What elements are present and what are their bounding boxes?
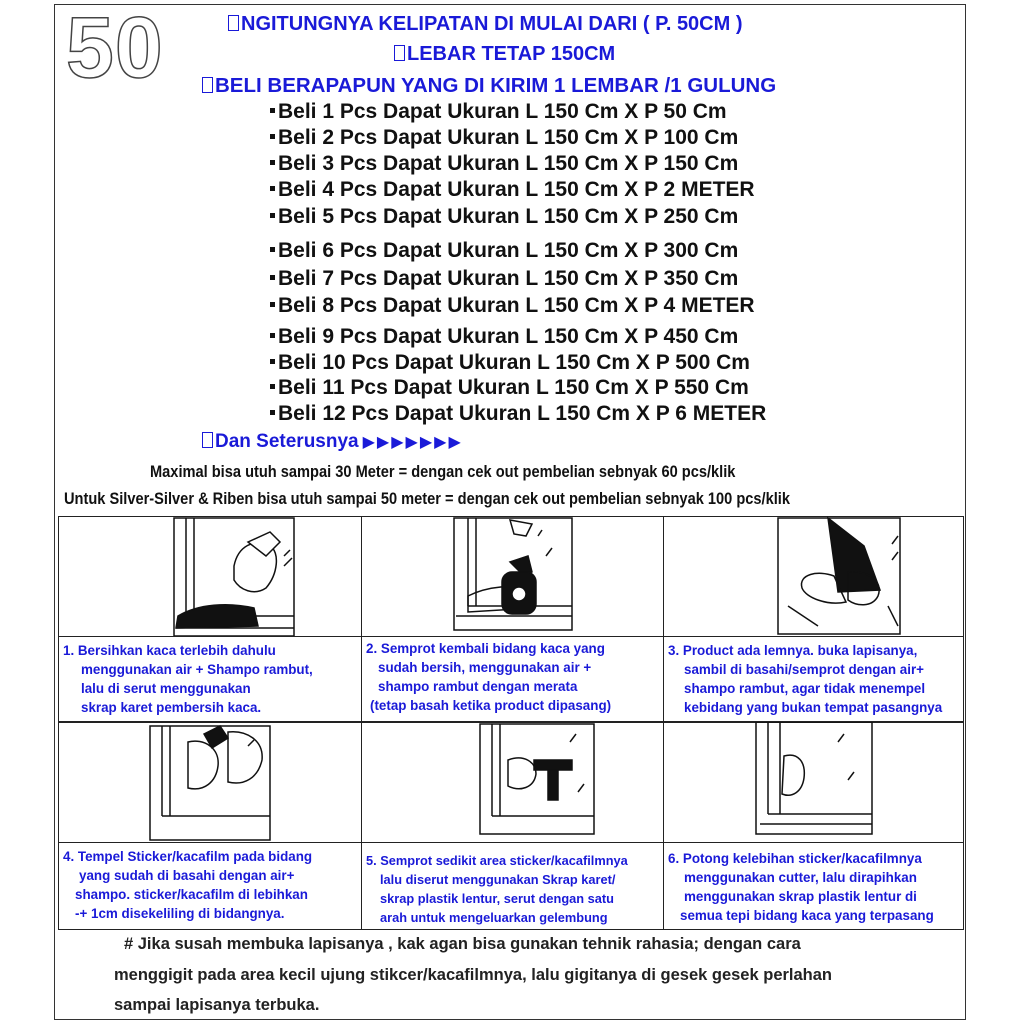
step-3-caption bbox=[663, 636, 964, 722]
list-item: Beli 2 Pcs Dapat Ukuran L 150 Cm X P 100 Cm bbox=[270, 126, 738, 150]
caption-line: shampo rambut dengan merata bbox=[378, 679, 578, 694]
caption-line: -+ 1cm disekeliling di bidangnya. bbox=[75, 906, 285, 921]
list-item: Beli 9 Pcs Dapat Ukuran L 150 Cm X P 450 Cm bbox=[270, 325, 738, 349]
caption-line: menggunakan cutter, lalu dirapihkan bbox=[684, 870, 917, 885]
note-silver-50: Untuk Silver-Silver & Riben bisa utuh sampai 50 meter = dengan cek out pembelian sebnyak 100 pcs/klik bbox=[64, 489, 790, 508]
list-item: Beli 8 Pcs Dapat Ukuran L 150 Cm X P 4 METER bbox=[270, 294, 755, 318]
step-2-caption bbox=[361, 636, 664, 722]
caption-line: 4. Tempel Sticker/kacafilm pada bidang bbox=[63, 849, 313, 864]
list-item: Beli 10 Pcs Dapat Ukuran L 150 Cm X P 500 Cm bbox=[270, 351, 750, 375]
step-1-caption bbox=[58, 636, 362, 722]
box-glyph-icon bbox=[228, 15, 239, 31]
caption-line: sambil di basahi/semprot dengan air+ bbox=[684, 662, 924, 677]
list-item: Beli 1 Pcs Dapat Ukuran L 150 Cm X P 50 Cm bbox=[270, 100, 727, 124]
caption-line: arah untuk mengeluarkan gelembung bbox=[380, 910, 608, 925]
list-item: Beli 4 Pcs Dapat Ukuran L 150 Cm X P 2 METER bbox=[270, 178, 755, 202]
step-6-caption bbox=[663, 842, 964, 930]
caption-line: 6. Potong kelebihan sticker/kacafilmnya bbox=[668, 851, 922, 866]
box-glyph-icon bbox=[202, 432, 213, 448]
header-line-1: NGITUNGNYA KELIPATAN DI MULAI DARI ( P. 50CM ) bbox=[228, 13, 743, 36]
box-glyph-icon bbox=[202, 77, 213, 93]
list-item: Beli 3 Pcs Dapat Ukuran L 150 Cm X P 150 Cm bbox=[270, 152, 738, 176]
peel-backing-illustration bbox=[778, 518, 900, 634]
caption-line: skrap karet pembersih kaca. bbox=[81, 700, 262, 715]
footer-line-3: sampai lapisanya terbuka. bbox=[114, 996, 320, 1014]
header-line-3: BELI BERAPAPUN YANG DI KIRIM 1 LEMBAR /1 GULUNG bbox=[202, 74, 776, 98]
step-4-caption bbox=[58, 842, 362, 930]
footer-line-1: # Jika susah membuka lapisanya , kak agan bisa gunakan tehnik rahasia; dengan cara bbox=[124, 935, 801, 953]
caption-line: (tetap basah ketika product dipasang) bbox=[370, 698, 612, 713]
footer-line-2: menggigit pada area kecil ujung stikcer/kacafilmnya, lalu gigitanya di gesek gesek perlahan bbox=[114, 966, 833, 984]
note-max-30: Maximal bisa utuh sampai 30 Meter = dengan cek out pembelian sebnyak 60 pcs/klik bbox=[150, 462, 736, 481]
list-item: Beli 11 Pcs Dapat Ukuran L 150 Cm X P 550 Cm bbox=[270, 376, 749, 400]
caption-line: 2. Semprot kembali bidang kaca yang bbox=[366, 641, 605, 656]
dan-seterusnya: Dan Seterusnya ▶▶▶▶▶▶▶ bbox=[202, 431, 463, 453]
caption-line: 5. Semprot sedikit area sticker/kacafilmnya bbox=[366, 853, 628, 868]
wipe-glass-illustration bbox=[174, 518, 294, 636]
header-line-2: LEBAR TETAP 150CM bbox=[394, 43, 615, 66]
caption-line: semua tepi bidang kaca yang terpasang bbox=[680, 908, 934, 923]
squeegee-illustration bbox=[480, 724, 594, 834]
caption-line: 3. Product ada lemnya. buka lapisanya, bbox=[668, 643, 918, 658]
step-5-caption bbox=[361, 842, 664, 930]
box-glyph-icon bbox=[394, 45, 405, 61]
caption-line: shampo rambut, agar tidak menempel bbox=[684, 681, 926, 696]
arrow-right-icons: ▶▶▶▶▶▶▶ bbox=[362, 434, 463, 451]
list-item: Beli 7 Pcs Dapat Ukuran L 150 Cm X P 350 Cm bbox=[270, 267, 738, 291]
badge-50: 50 bbox=[66, 0, 164, 96]
caption-line: menggunakan skrap plastik lentur di bbox=[684, 889, 917, 904]
caption-line: menggunakan air + Shampo rambut, bbox=[81, 662, 313, 677]
caption-line: lalu diserut menggunakan Skrap karet/ bbox=[380, 872, 616, 887]
caption-line: skrap plastik lentur, serut dengan satu bbox=[380, 891, 614, 906]
press-film-illustration bbox=[150, 726, 270, 840]
caption-line: 1. Bersihkan kaca terlebih dahulu bbox=[63, 643, 276, 658]
caption-line: lalu di serut menggunakan bbox=[81, 681, 251, 696]
caption-line: yang sudah di basahi dengan air+ bbox=[79, 868, 295, 883]
spray-glass-illustration bbox=[454, 518, 572, 630]
caption-line: sudah bersih, menggunakan air + bbox=[378, 660, 592, 675]
caption-line: kebidang yang bukan tempat pasangnya bbox=[684, 700, 943, 715]
list-item: Beli 12 Pcs Dapat Ukuran L 150 Cm X P 6 METER bbox=[270, 402, 766, 426]
trim-cutter-illustration bbox=[756, 722, 872, 834]
list-item: Beli 5 Pcs Dapat Ukuran L 150 Cm X P 250 Cm bbox=[270, 205, 738, 229]
caption-line: shampo. sticker/kacafilm di lebihkan bbox=[75, 887, 308, 902]
list-item: Beli 6 Pcs Dapat Ukuran L 150 Cm X P 300 Cm bbox=[270, 239, 738, 263]
